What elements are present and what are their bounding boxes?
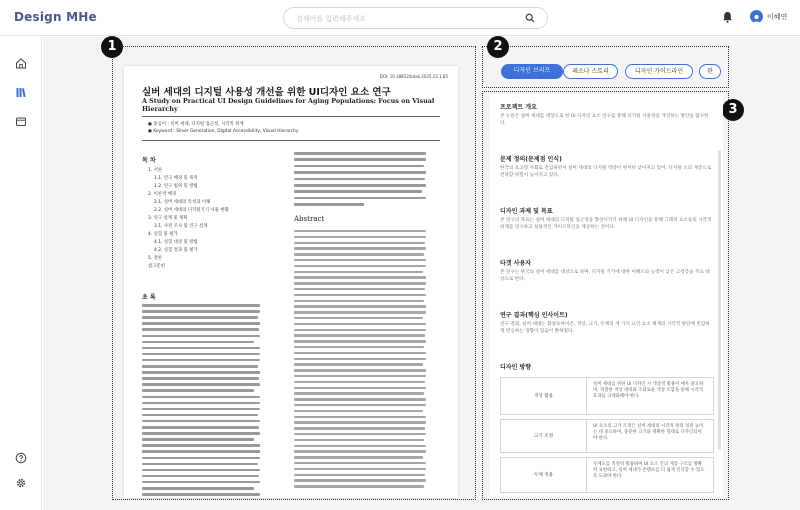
- toc-item: 3. 연구 설계 및 계획: [148, 216, 188, 221]
- direction-label: 두께 적용: [501, 458, 587, 492]
- text-line: [294, 259, 426, 261]
- text-line: [294, 410, 423, 412]
- text-line: [294, 381, 425, 383]
- toc-item: 1.1. 연구 배경 및 목적: [154, 176, 198, 181]
- text-line: [142, 408, 260, 411]
- text-line: [294, 462, 426, 464]
- text-line: [142, 457, 260, 460]
- toc-item: 2.2. 실버 세대의 디지털기기 사용 현황: [154, 208, 229, 213]
- toc-item: 참고문헌: [148, 264, 165, 269]
- text-line: [142, 444, 260, 447]
- text-line: [142, 365, 258, 368]
- divider: [142, 116, 440, 117]
- direction-desc: UI 요소의 크기 조정은 실버 세대의 시각적 판의 성질 높이는 데 중요하며, 충분한 크기와 명확한 형태로 디자인되어야 한다.: [593, 424, 704, 441]
- text-line: [142, 304, 260, 307]
- text-line: [294, 404, 426, 406]
- badge-3: 3: [722, 99, 744, 121]
- text-line: [142, 389, 254, 392]
- section-title: 타겟 사용자: [500, 260, 532, 267]
- text-line: [294, 439, 424, 441]
- text-line: [294, 479, 426, 481]
- table-row: [500, 457, 714, 493]
- text-line: [294, 456, 423, 458]
- search-box[interactable]: [283, 7, 548, 29]
- text-line: [142, 341, 254, 344]
- text-line: [142, 469, 260, 472]
- text-line: [294, 294, 426, 296]
- doc-keywords-en: ● Keyword : Silver Generation, Digital Accessibility, Visual Hierarchy: [148, 129, 299, 134]
- direction-label: 크기 조정: [501, 420, 587, 452]
- text-line: [142, 377, 259, 380]
- text-line: [294, 288, 425, 290]
- toc-item: 1.2. 연구 범위 및 방법: [154, 184, 198, 189]
- text-line: [142, 328, 259, 331]
- section-title: 디자인 과제 및 목표: [500, 208, 553, 215]
- doc-title-en: A Study on Practical UI Design Guidelines for Aging Populations: Focus on Visual Hierarchy: [142, 97, 435, 113]
- text-line: [294, 323, 426, 325]
- text-line: [294, 358, 426, 360]
- text-line: [294, 305, 426, 307]
- toc-item: 5. 결론: [148, 256, 163, 261]
- top-bar: [0, 0, 800, 36]
- document-page[interactable]: [124, 66, 458, 498]
- text-line: [142, 487, 254, 490]
- text-line: [142, 438, 254, 441]
- text-line: [294, 184, 426, 187]
- search-icon[interactable]: [525, 13, 535, 23]
- text-line: [142, 359, 260, 362]
- doc-doi: DOI: 10.18852/bdak.2025.23.1.85: [379, 74, 448, 79]
- direction-desc: 실버 세대를 위한 UI 디자인 시 색상적 활용이 매우 중요하며, 적절한 색상 대비와 조화로운 색상 조합을 통해 시각적 효과를 극대화해야 한다.: [593, 382, 704, 399]
- text-line: [294, 253, 424, 255]
- text-line: [294, 363, 423, 365]
- text-line: [142, 432, 260, 435]
- design-brief-card: [490, 94, 723, 496]
- text-line: [294, 236, 426, 238]
- section-body: 본 논문은 실버 세대를 대상으로 한 UI 디자인 요소 연구를 통해 디지털 사용성을 개선하는 방안을 탐구한다.: [500, 114, 709, 126]
- doc-title-ko: 실버 세대의 디지털 사용성 개선을 위한 UI디자인 요소 연구: [142, 87, 391, 98]
- tab-design-guideline[interactable]: 디자인 가이드라인: [625, 64, 693, 79]
- text-line: [294, 282, 426, 284]
- toc-item: 4.1. 실험 대상 및 방법: [154, 240, 198, 245]
- text-line: [142, 463, 258, 466]
- text-line: [294, 352, 426, 354]
- section-title: 문제 정의(문제점 인식): [500, 156, 562, 163]
- badge-2: 2: [487, 36, 509, 58]
- text-line: [294, 485, 424, 487]
- direction-title: 디자인 방향: [500, 364, 532, 371]
- text-line: [294, 433, 426, 435]
- text-line: [294, 387, 426, 389]
- text-line: [142, 426, 259, 429]
- direction-desc: 두께도를 적절히 활용하여 UI 요소 간의 계층 구조를 명확히 표현하고, 실버 세대가 콘텐츠를 더 쉽게 인식할 수 있도록 도와야 한다.: [593, 462, 705, 479]
- text-line: [294, 334, 425, 336]
- home-icon[interactable]: [15, 57, 27, 69]
- text-line: [294, 171, 426, 174]
- library-icon[interactable]: [15, 86, 27, 98]
- text-line: [294, 450, 426, 452]
- text-line: [294, 203, 364, 206]
- bell-icon[interactable]: [722, 11, 733, 23]
- text-line: [294, 416, 426, 418]
- text-line: [142, 402, 260, 405]
- text-line: [142, 322, 260, 325]
- text-line: [294, 197, 426, 200]
- text-line: [294, 398, 426, 400]
- text-line: [294, 178, 425, 181]
- text-line: [142, 335, 260, 338]
- brief-scrollbar[interactable]: [718, 150, 721, 450]
- search-input[interactable]: [296, 11, 516, 26]
- text-line: [142, 383, 260, 386]
- avatar-icon[interactable]: [750, 10, 763, 23]
- text-line: [294, 300, 424, 302]
- section-body: 본 연구의 목표는 실버 세대의 디지털 접근성을 향상시키기 위해 UI 디자인을 통해 그래픽 요소들의 시각적 위계를 연구하고 실용적인 가이드라인을 제공하는 것이다.: [500, 218, 712, 230]
- text-line: [142, 396, 260, 399]
- text-line: [294, 271, 423, 273]
- text-line: [142, 414, 258, 417]
- table-row: [500, 377, 714, 415]
- badge-1: 1: [101, 36, 123, 58]
- text-line: [142, 493, 260, 496]
- text-line: [294, 265, 426, 267]
- text-line: [294, 421, 426, 423]
- text-line: [294, 311, 426, 313]
- text-line: [142, 450, 260, 453]
- text-line: [294, 230, 426, 232]
- text-line: [142, 420, 260, 423]
- doc-keywords-ko: ● 중심어 : 실버 세대, 디지털 접근성, 시각적 위계: [148, 122, 244, 127]
- text-line: [142, 371, 260, 374]
- text-line: [142, 310, 260, 313]
- text-line: [294, 468, 426, 470]
- text-line: [294, 317, 423, 319]
- text-line: [294, 445, 426, 447]
- text-line: [142, 481, 260, 484]
- section-title: 연구 결과(핵심 인사이트): [500, 312, 568, 319]
- abstract-en-heading: Abstract: [294, 215, 325, 223]
- toc-item: 4. 실험 및 평가: [148, 232, 178, 237]
- section-body: 본 연구는 한국의 실버 세대를 대상으로 하며, 디지털 기기에 대한 이해도와 능력이 낮은 고령층을 주요 대상으로 한다.: [500, 270, 710, 282]
- divider: [142, 140, 440, 141]
- tab-more[interactable]: 완: [699, 64, 721, 79]
- toc-item: 2. 이론적 배경: [148, 192, 177, 197]
- app-logo[interactable]: Design MHe: [14, 10, 97, 24]
- section-body: 연구 결과, 실버 세대는 화살표아이콘, 색상, 크기, 두께의 세 가지 요인 요소 체계의 시각적 판단에 민감하게 반응하는 경향이 있음이 밝혀졌다.: [500, 322, 710, 334]
- toc-item: 4.2. 실험 결과 및 평가: [154, 248, 198, 253]
- text-line: [294, 346, 424, 348]
- text-line: [294, 165, 424, 168]
- abstract-ko-heading: 초 록: [142, 294, 156, 301]
- tab-persona-story[interactable]: 페소나 스토리: [563, 64, 618, 79]
- text-line: [294, 340, 426, 342]
- text-line: [294, 190, 422, 193]
- text-line: [294, 474, 425, 476]
- text-line: [142, 316, 258, 319]
- table-row: [500, 419, 714, 453]
- toc-item: 2.1. 실버 세대의 특성과 이해: [154, 200, 211, 205]
- text-line: [142, 475, 259, 478]
- folder-icon[interactable]: [15, 115, 27, 127]
- text-line: [294, 427, 425, 429]
- gear-icon[interactable]: [15, 477, 27, 489]
- section-title: 프로젝트 개요: [500, 104, 537, 111]
- username[interactable]: 이혜연: [767, 13, 788, 21]
- text-line: [294, 375, 426, 377]
- text-line: [294, 276, 426, 278]
- tab-design-brief[interactable]: 디자인 브리프: [501, 64, 563, 79]
- direction-label: 색상 활용: [501, 378, 587, 414]
- text-line: [294, 369, 426, 371]
- toc-item: 3.1. 사전 조사 및 연구 설계: [154, 224, 208, 229]
- toc-item: 1. 서론: [148, 168, 163, 173]
- toc-heading: 목 차: [142, 157, 156, 164]
- text-line: [294, 329, 426, 331]
- text-line: [294, 392, 424, 394]
- sidebar: [0, 37, 42, 510]
- text-line: [294, 158, 426, 161]
- help-icon[interactable]: [15, 452, 27, 464]
- text-line: [294, 247, 426, 249]
- text-line: [142, 353, 260, 356]
- text-line: [294, 242, 425, 244]
- text-line: [294, 152, 426, 155]
- text-line: [142, 347, 260, 350]
- section-body: 한국의 초고령 사회로 진입하면서 실버 세대의 디지털 역량이 현저히 낮아지고 있어, 디지털 소외 계층으로 전락할 위험이 높아지고 있다.: [500, 166, 712, 178]
